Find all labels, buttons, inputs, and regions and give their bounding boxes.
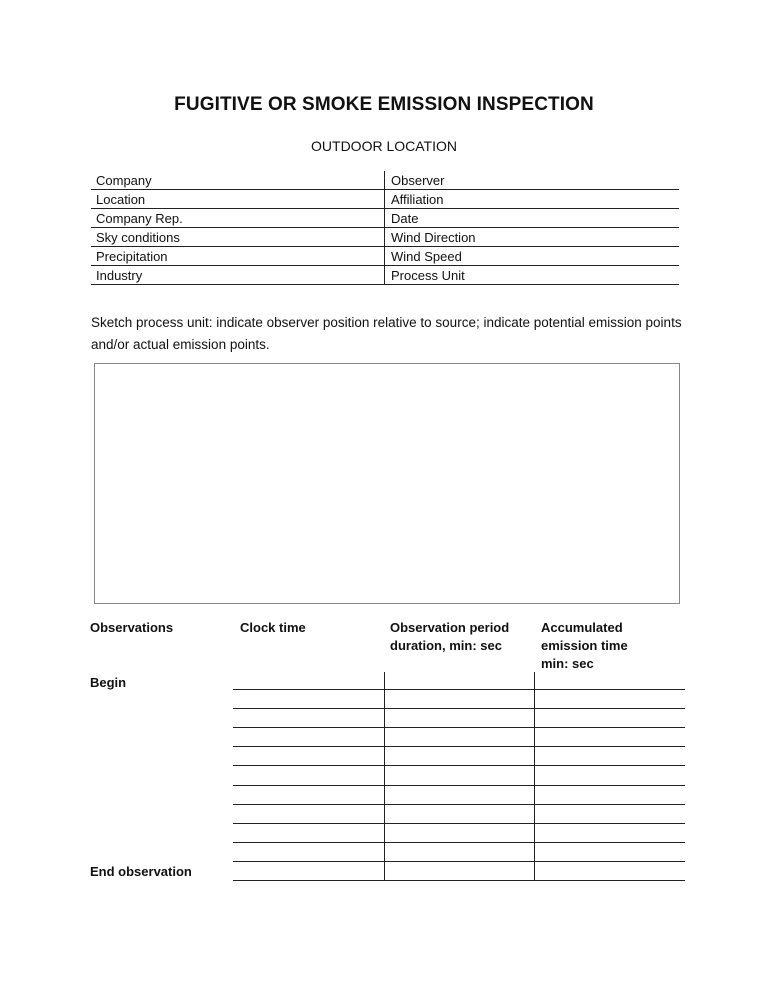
info-row: [91, 247, 679, 266]
accumulated-time-header-line: emission time: [541, 638, 628, 653]
sky-conditions-field[interactable]: Sky conditions: [91, 228, 385, 247]
sketch-area[interactable]: [94, 363, 680, 604]
grid-column-divider: [534, 672, 535, 881]
grid-row-line: [233, 689, 685, 690]
info-row: [91, 171, 679, 190]
wind-speed-field[interactable]: Wind Speed: [385, 247, 680, 266]
observation-period-header: [390, 619, 509, 655]
sketch-instructions: Sketch process unit: indicate observer position relative to source; indicate potential emission points and/or actual emission points.: [91, 315, 682, 352]
begin-label: Begin: [90, 675, 127, 690]
observation-period-header-line: duration, min: sec: [390, 638, 502, 653]
grid-row-line: [233, 861, 685, 862]
industry-field[interactable]: Industry: [91, 266, 385, 285]
page-subtitle: OUTDOOR LOCATION: [311, 138, 457, 154]
observations-header: Observations: [90, 620, 174, 635]
page-title: FUGITIVE OR SMOKE EMISSION INSPECTION: [174, 94, 594, 115]
observation-period-header-line: Observation period: [390, 620, 510, 635]
grid-row-line: [233, 746, 685, 747]
company-rep-field[interactable]: Company Rep.: [91, 209, 385, 228]
observer-field[interactable]: Observer: [385, 171, 680, 190]
company-field[interactable]: Company: [91, 171, 385, 190]
observation-grid[interactable]: [233, 672, 685, 881]
clock-time-header: Clock time: [240, 620, 306, 635]
grid-row-line: [233, 727, 685, 728]
precipitation-field[interactable]: Precipitation: [91, 247, 385, 266]
info-row: [91, 209, 679, 228]
grid-row-line: [233, 880, 685, 881]
grid-row-line: [233, 765, 685, 766]
accumulated-time-header-line: min: sec: [541, 656, 594, 671]
end-observation-label: End observation: [90, 864, 192, 879]
affiliation-field[interactable]: Affiliation: [385, 190, 680, 209]
date-field[interactable]: Date: [385, 209, 680, 228]
grid-row-line: [233, 823, 685, 824]
info-table: [91, 171, 679, 285]
grid-row-line: [233, 785, 685, 786]
accumulated-time-header: [541, 619, 628, 673]
info-row: [91, 266, 679, 285]
grid-column-divider: [384, 672, 385, 881]
accumulated-time-header-line: Accumulated: [541, 620, 623, 635]
info-row: [91, 190, 679, 209]
grid-row-line: [233, 842, 685, 843]
wind-direction-field[interactable]: Wind Direction: [385, 228, 680, 247]
info-row: [91, 228, 679, 247]
grid-row-line: [233, 804, 685, 805]
process-unit-field[interactable]: Process Unit: [385, 266, 680, 285]
location-field[interactable]: Location: [91, 190, 385, 209]
grid-row-line: [233, 708, 685, 709]
